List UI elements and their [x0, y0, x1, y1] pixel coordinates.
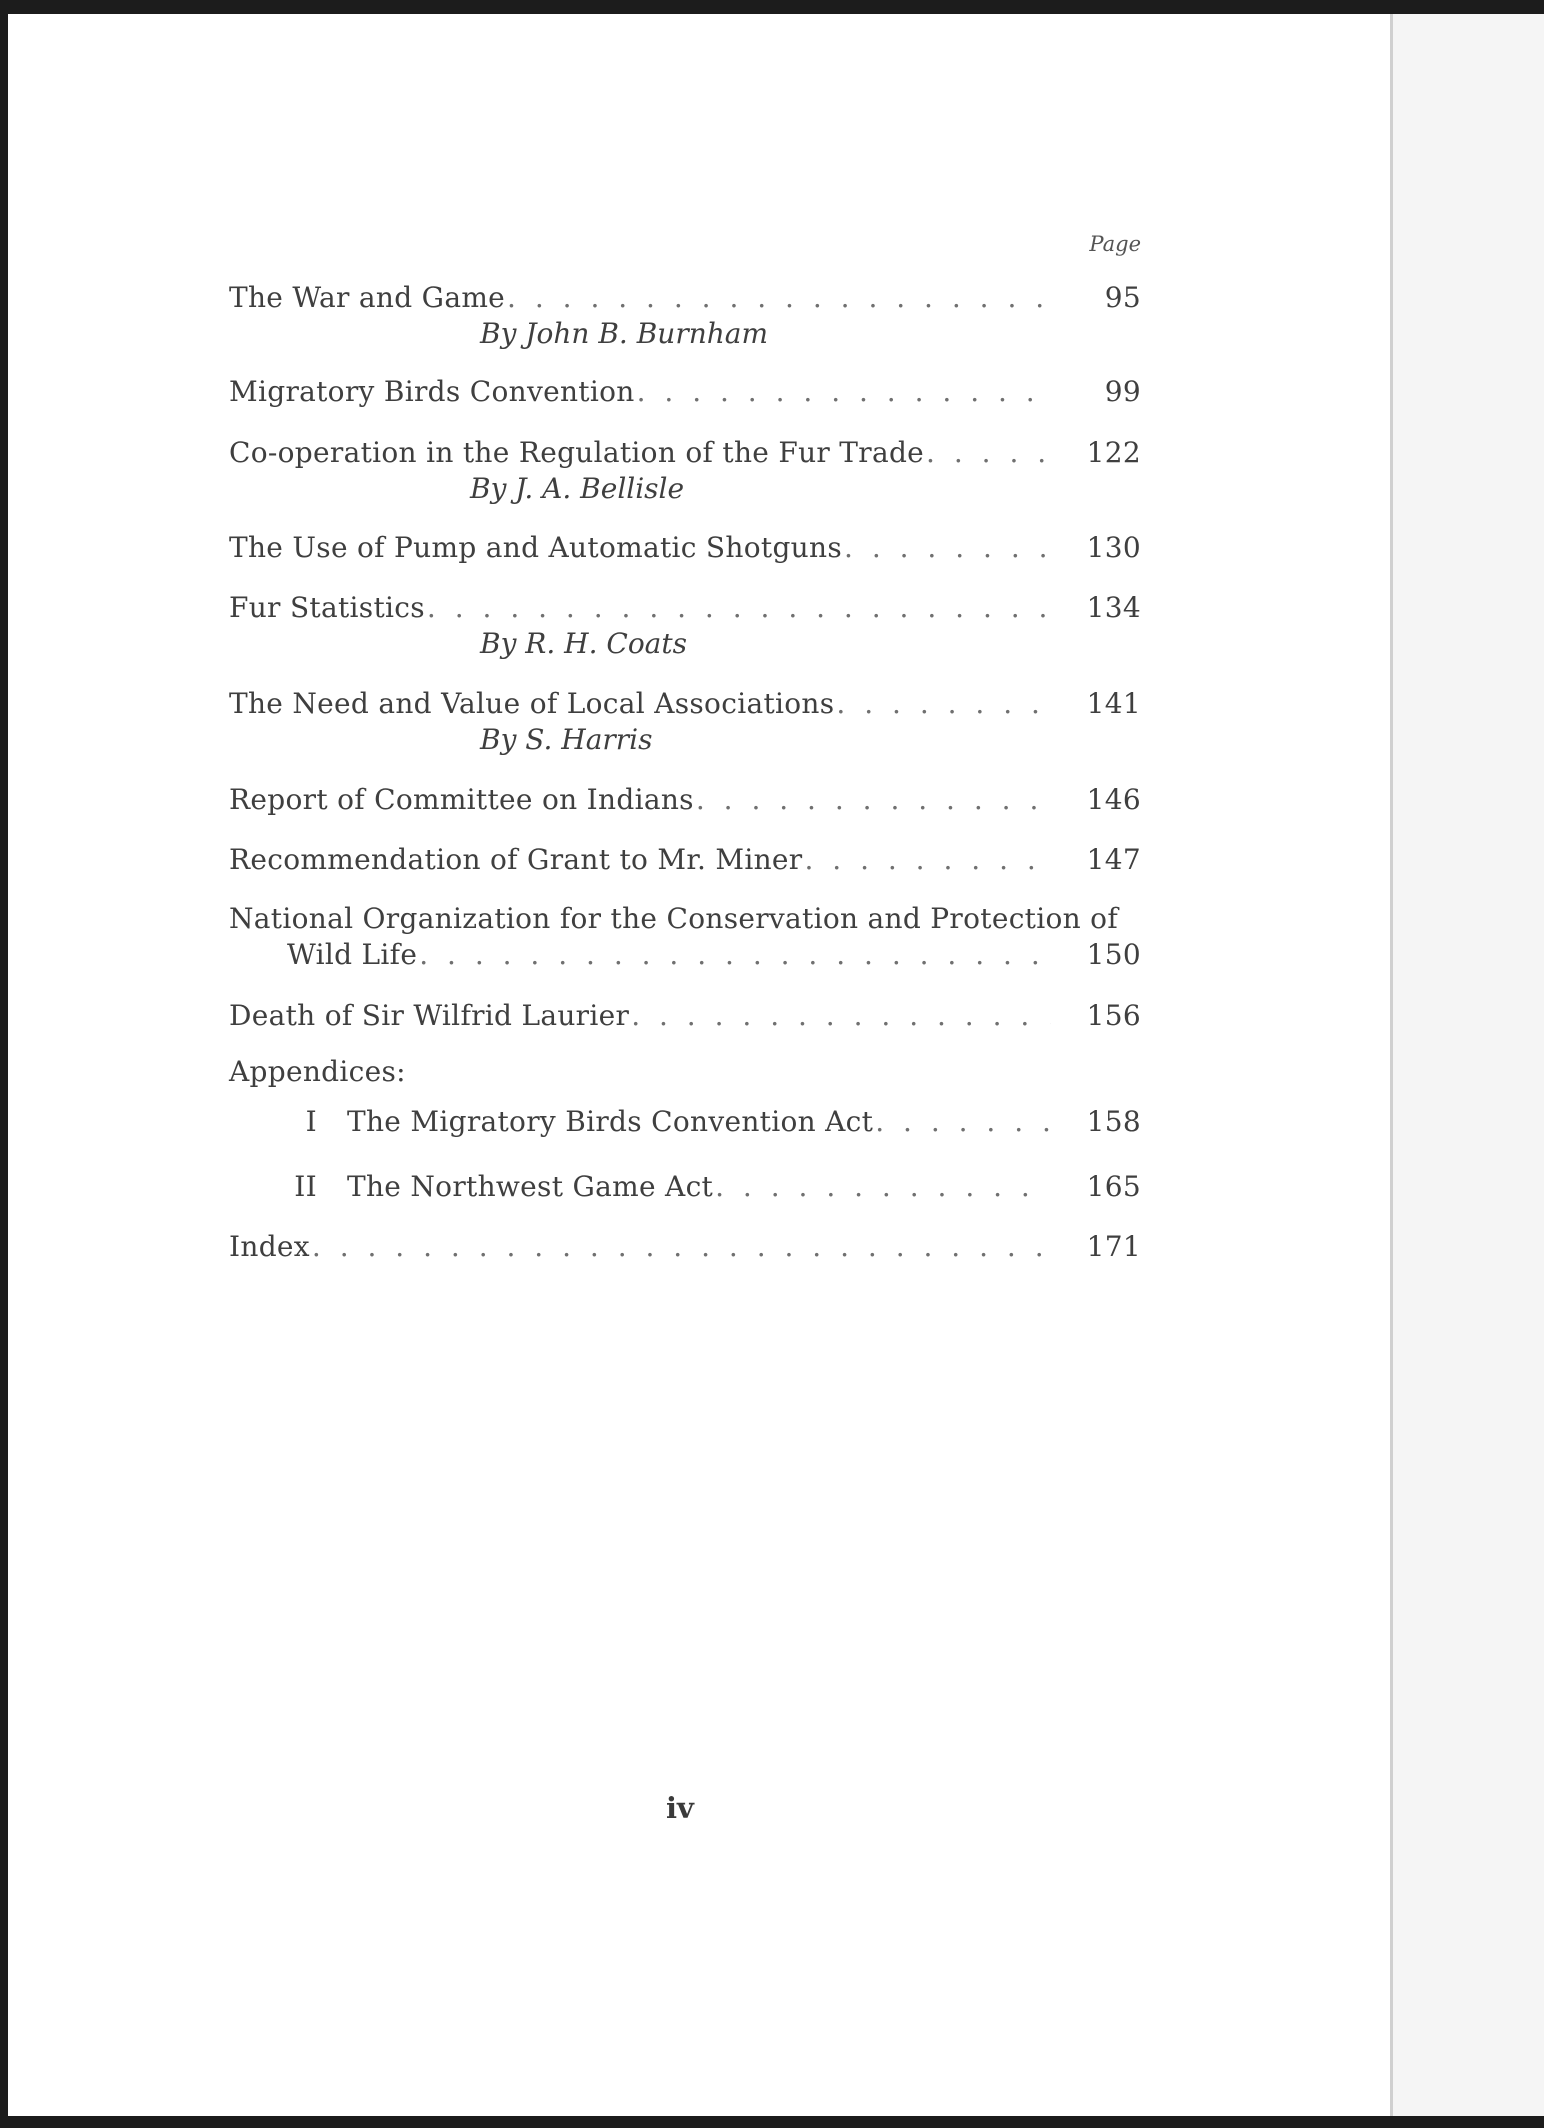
toc-entry	[229, 590, 1141, 626]
toc-entry	[229, 280, 1141, 316]
dot-leader	[696, 782, 1051, 818]
entry-title: The War and Game	[229, 281, 506, 314]
entry-author: By John B. Burnham	[480, 317, 769, 350]
dot-leader	[715, 1169, 1051, 1205]
appendix-entry	[229, 1104, 1141, 1140]
dot-leader	[312, 1229, 1051, 1265]
scan-border-bottom	[0, 2116, 1544, 2128]
appendix-numeral: I	[305, 1105, 317, 1138]
toc-entry	[229, 782, 1141, 818]
toc-entry	[229, 842, 1141, 878]
entry-title: Report of Committee on Indians	[229, 783, 694, 816]
table-of-contents	[229, 14, 1141, 1314]
entry-title: Fur Statistics	[229, 591, 425, 624]
dot-leader	[631, 998, 1051, 1034]
document-page	[8, 14, 1390, 2116]
dot-leader	[419, 937, 1051, 973]
appendix-numeral: II	[294, 1170, 317, 1203]
entry-title: Death of Sir Wilfrid Laurier	[229, 999, 630, 1032]
toc-entry	[229, 998, 1141, 1034]
dot-leader	[637, 374, 1051, 410]
entry-title: The Migratory Birds Convention Act	[347, 1105, 874, 1138]
entry-page-number: 165	[1086, 1170, 1141, 1203]
dot-leader	[427, 590, 1051, 626]
dot-leader	[836, 686, 1051, 722]
entry-title: Index	[229, 1230, 310, 1263]
entry-page-number: 158	[1086, 1105, 1141, 1138]
scan-border-left	[0, 0, 8, 2128]
entry-author: By J. A. Bellisle	[470, 472, 685, 505]
dot-leader	[804, 842, 1051, 878]
entry-title: The Need and Value of Local Associations	[229, 687, 835, 720]
dot-leader	[507, 280, 1051, 316]
entry-title: The Use of Pump and Automatic Shotguns	[229, 531, 843, 564]
entry-author: By R. H. Coats	[480, 627, 687, 660]
entry-page-number: 122	[1086, 436, 1141, 469]
scan-border-top	[0, 0, 1544, 14]
dot-leader	[875, 1104, 1051, 1140]
entry-page-number: 146	[1086, 783, 1141, 816]
entry-page-number: 134	[1086, 591, 1141, 624]
entry-page-number: 147	[1086, 843, 1141, 876]
appendix-entry	[229, 1169, 1141, 1205]
toc-entry	[229, 530, 1141, 566]
entry-page-number: 171	[1086, 1230, 1141, 1263]
page-folio: iv	[666, 1791, 694, 1825]
toc-entry	[229, 374, 1141, 410]
entry-title-continuation: Wild Life	[287, 938, 418, 971]
entry-page-number: 150	[1086, 938, 1141, 971]
entry-title: Recommendation of Grant to Mr. Miner	[229, 843, 803, 876]
entry-page-number: 156	[1086, 999, 1141, 1032]
entry-page-number: 95	[1104, 281, 1141, 314]
toc-entry	[229, 901, 1141, 973]
dot-leader	[844, 530, 1051, 566]
entry-page-number: 130	[1086, 531, 1141, 564]
toc-entry	[229, 686, 1141, 722]
entry-title: Co-operation in the Regulation of the Fur Trade	[229, 436, 925, 469]
appendices-heading	[229, 1054, 1141, 1090]
adjacent-page-edge	[1390, 14, 1544, 2116]
appendices-label: Appendices:	[229, 1055, 406, 1088]
entry-page-number: 99	[1104, 375, 1141, 408]
page-column-header: Page	[1089, 232, 1141, 256]
entry-title: National Organization for the Conservation and Protection of	[229, 902, 1118, 935]
toc-entry	[229, 435, 1141, 471]
dot-leader	[926, 435, 1051, 471]
entry-author: By S. Harris	[480, 723, 653, 756]
entry-title: Migratory Birds Convention	[229, 375, 635, 408]
toc-entry	[229, 1229, 1141, 1265]
entry-page-number: 141	[1086, 687, 1141, 720]
entry-title: The Northwest Game Act	[347, 1170, 714, 1203]
